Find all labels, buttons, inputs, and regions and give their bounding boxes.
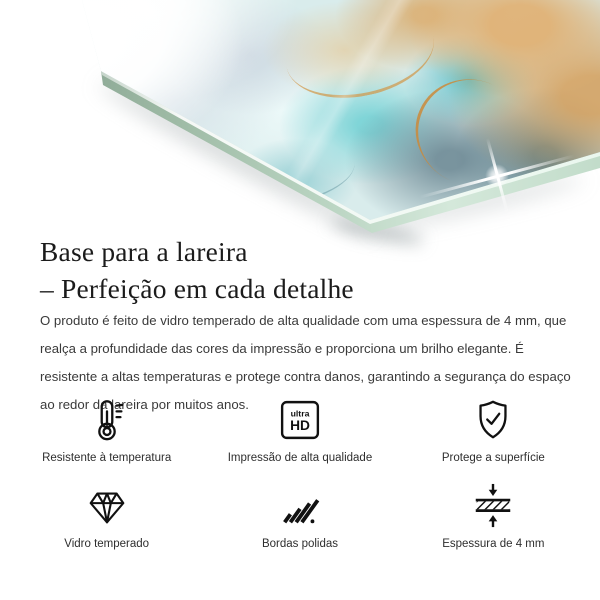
shield-check-icon — [470, 394, 516, 446]
page-title-line1: Base para a lareira — [40, 236, 248, 267]
sparkle-core — [485, 164, 509, 188]
polished-edges-icon — [277, 480, 323, 532]
thermometer-icon — [84, 394, 130, 446]
feature-print-quality — [203, 394, 396, 464]
feature-label: Impressão de alta qualidade — [227, 452, 373, 464]
feature-thickness — [397, 480, 590, 550]
feature-label: Espessura de 4 mm — [442, 538, 545, 550]
product-description: O produto é feito de vidro temperado de alta qualidade com uma espessura de 4 mm, que realça a profundidade das cores da impressão e proporciona um brilho elegante. É resistente a altas temperaturas e protege contra danos, garantindo a segurança do espaço ao redor da lareira por muitos anos. — [40, 313, 571, 412]
svg-text:ultra: ultra — [290, 408, 310, 419]
feature-label: Protege a superfície — [441, 452, 545, 464]
feature-temperature-resistant — [10, 394, 203, 464]
feature-surface-protection — [397, 394, 590, 464]
page-title-line2: – Perfeição em cada detalhe — [40, 273, 354, 304]
feature-polished-edges — [203, 480, 396, 550]
feature-label: Resistente à temperatura — [42, 452, 172, 464]
thickness-icon — [470, 480, 516, 532]
feature-label: Bordas polidas — [261, 538, 339, 550]
diamond-icon — [84, 480, 130, 532]
page-title — [40, 233, 354, 307]
svg-text:HD: HD — [290, 418, 310, 434]
features-grid — [10, 394, 590, 550]
feature-tempered-glass — [10, 480, 203, 550]
feature-label: Vidro temperado — [64, 538, 150, 550]
product-hero-image — [0, 0, 600, 235]
ultra-hd-icon — [278, 394, 322, 446]
